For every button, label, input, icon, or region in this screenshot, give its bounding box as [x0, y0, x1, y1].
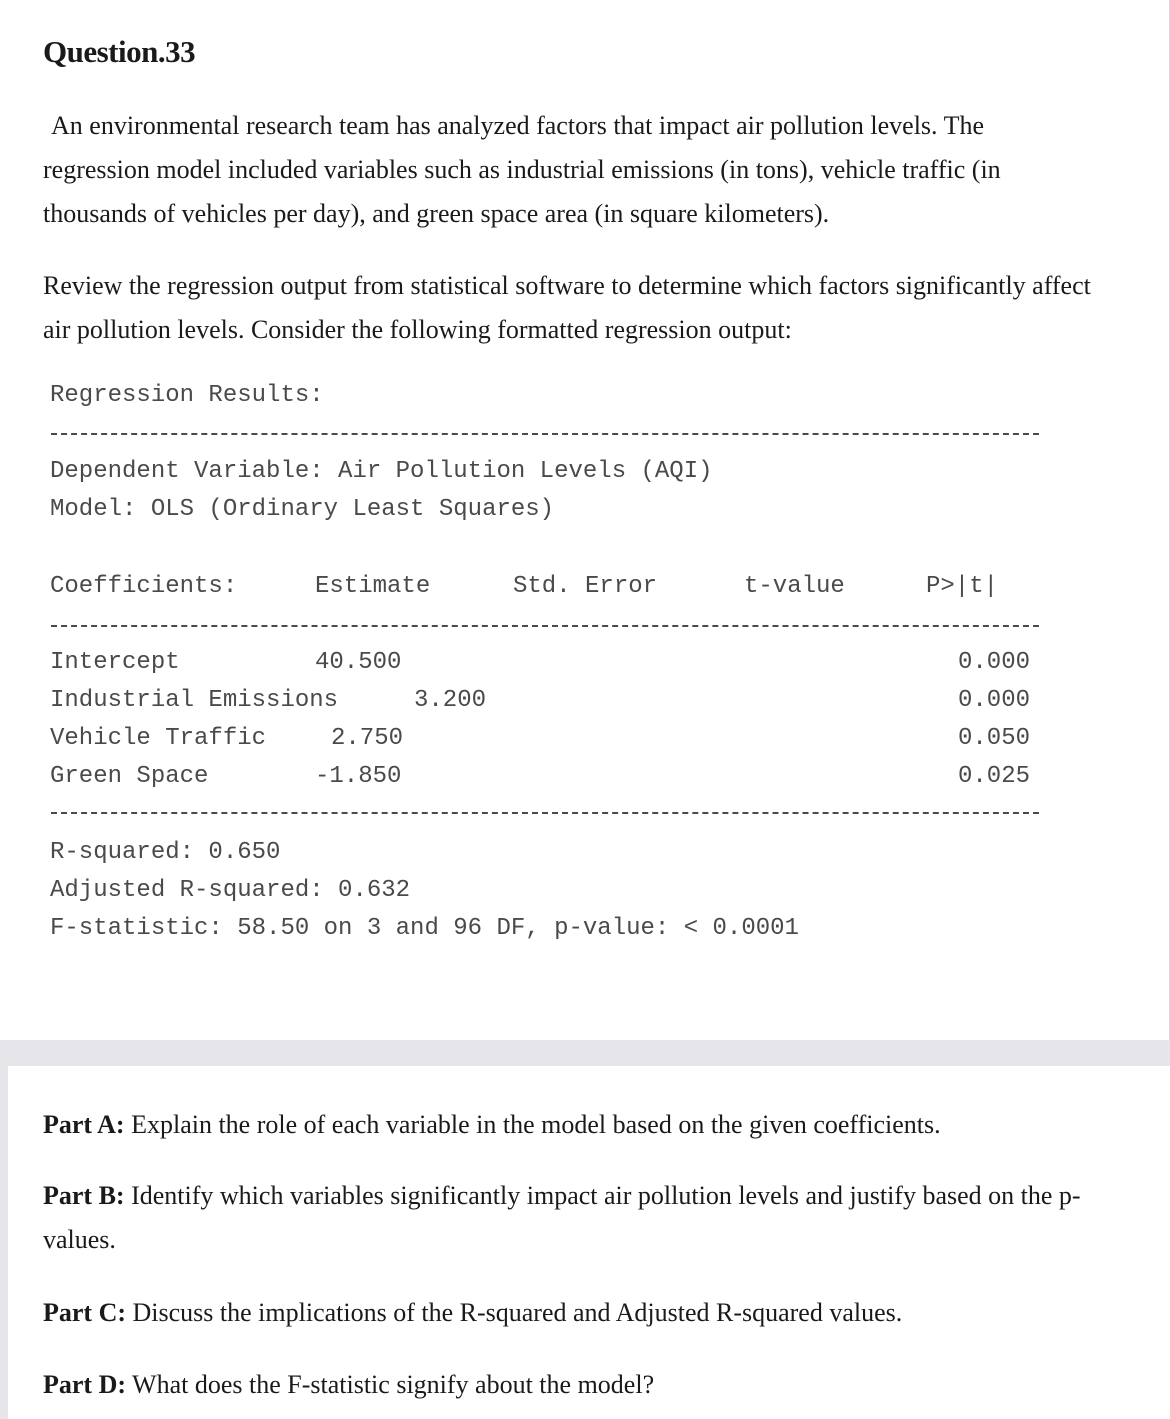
part-a-text: Explain the role of each variable in the model based on the given coefficients. [124, 1110, 941, 1139]
part-a [43, 1103, 941, 1147]
part-a-label: Part A: [43, 1110, 125, 1139]
part-c-label: Part C: [43, 1298, 127, 1327]
row-name: Vehicle Traffic [50, 725, 267, 752]
f-statistic: F-statistic: 58.50 on 3 and 96 DF, p-value: < 0.0001 [50, 915, 799, 942]
part-c [43, 1291, 902, 1335]
adjusted-r-squared: Adjusted R-squared: 0.632 [50, 877, 411, 904]
dashed-divider [51, 625, 1039, 627]
dashed-divider [51, 812, 1039, 814]
row-p-value: 0.050 [958, 725, 1031, 752]
row-estimate: 3.200 [414, 687, 487, 714]
intro-line: An environmental research team has analyzed factors that impact air pollution levels. The [51, 111, 985, 140]
intro-paragraph [43, 104, 1001, 236]
instruction-line: air pollution levels. Consider the following formatted regression output: [43, 315, 792, 344]
column-header-coefficients: Coefficients: [50, 573, 238, 600]
column-header-std-error: Std. Error [513, 573, 658, 600]
part-b [43, 1174, 1081, 1218]
part-c-text: Discuss the implications of the R-squared and Adjusted R-squared values. [126, 1298, 903, 1327]
question-title: Question.33 [43, 34, 196, 69]
part-b-label: Part B: [43, 1181, 125, 1210]
part-d-text: What does the F-statistic signify about the model? [126, 1370, 655, 1399]
row-name: Intercept [50, 649, 180, 676]
dependent-variable: Dependent Variable: Air Pollution Levels (AQI) [50, 458, 713, 485]
row-p-value: 0.000 [958, 687, 1031, 714]
row-estimate: 40.500 [315, 649, 402, 676]
row-estimate: 2.750 [331, 725, 404, 752]
column-header-p-value: P>|t| [926, 573, 999, 600]
intro-line: regression model included variables such as industrial emissions (in tons), vehicle traffic (in [43, 155, 1001, 184]
part-b-text: Identify which variables significantly impact air pollution levels and justify based on the p- [124, 1181, 1081, 1210]
row-estimate: -1.850 [315, 763, 402, 790]
column-header-t-value: t-value [744, 573, 845, 600]
part-d [43, 1363, 654, 1407]
column-header-estimate: Estimate [315, 573, 431, 600]
part-b-continued: values. [43, 1225, 116, 1254]
output-header: Regression Results: [50, 382, 324, 409]
dashed-divider [51, 433, 1039, 435]
r-squared: R-squared: 0.650 [50, 839, 281, 866]
part-d-label: Part D: [43, 1370, 127, 1399]
intro-line: thousands of vehicles per day), and green space area (in square kilometers). [43, 199, 830, 228]
row-name: Industrial Emissions [50, 687, 339, 714]
row-p-value: 0.000 [958, 649, 1031, 676]
row-name: Green Space [50, 763, 209, 790]
model-type: Model: OLS (Ordinary Least Squares) [50, 496, 555, 523]
instruction-paragraph [43, 264, 1091, 352]
instruction-line: Review the regression output from statistical software to determine which factors significantly affect [43, 271, 1091, 300]
row-p-value: 0.025 [958, 763, 1031, 790]
